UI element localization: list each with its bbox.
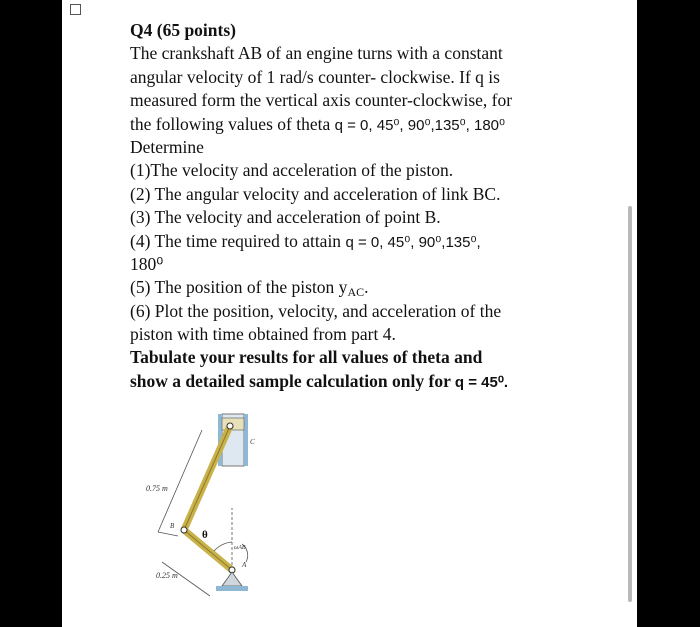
- label-bc-length: 0.75 m: [146, 484, 168, 493]
- label-omega: ωAB: [234, 545, 246, 551]
- item-4-cont: 180⁰: [130, 253, 164, 274]
- item-4: [130, 230, 620, 253]
- pin-c: [227, 423, 233, 429]
- pin-b: [181, 527, 187, 533]
- intro-line-3: measured form the vertical axis counter-clockwise, for: [130, 90, 513, 111]
- item-5-subscript: AC: [347, 285, 365, 300]
- intro-line-2: angular velocity of 1 rad/s counter- clockwise. If q is: [130, 66, 500, 87]
- theta-arc: [214, 542, 232, 551]
- intro-line-4-text: the following values of theta: [130, 113, 331, 134]
- theta-45: q = 45⁰.: [454, 373, 509, 391]
- link-ab-edge: [184, 530, 232, 570]
- item-2: (2) The angular velocity and acceleration of link BC.: [130, 183, 501, 204]
- label-theta: θ: [202, 529, 208, 541]
- label-a: A: [242, 561, 247, 569]
- intro-line-4: [130, 113, 620, 136]
- item-4-theta: q = 0, 45⁰, 90⁰,135⁰,: [345, 233, 481, 251]
- item-6-line-2: piston with time obtained from part 4.: [130, 324, 396, 345]
- item-1: (1)The velocity and acceleration of the piston.: [130, 160, 454, 181]
- determine-label: Determine: [130, 136, 204, 157]
- support-a: [222, 572, 242, 586]
- item-6-line-1: (6) Plot the position, velocity, and acceleration of the: [130, 300, 502, 321]
- mechanism-diagram: [144, 412, 269, 607]
- scrollbar[interactable]: [628, 206, 632, 602]
- checkbox-icon[interactable]: [70, 4, 81, 15]
- label-b: B: [170, 522, 175, 530]
- tabulate-line-1: Tabulate your results for all values of theta and: [130, 347, 483, 368]
- tabulate-line-2: [130, 370, 620, 393]
- question-text: [130, 19, 620, 393]
- intro-line-1: The crankshaft AB of an engine turns with a constant: [130, 43, 503, 64]
- crankshaft-figure: [144, 412, 269, 607]
- ground: [216, 586, 248, 591]
- label-c: C: [250, 438, 255, 446]
- item-5-end: .: [364, 277, 369, 298]
- dim-line-bc: [158, 430, 202, 532]
- item-4-text: (4) The time required to attain: [130, 230, 342, 251]
- tabulate-line-2-text: show a detailed sample calculation only for: [130, 370, 451, 391]
- question-title: Q4 (65 points): [130, 20, 236, 40]
- item-5-text: (5) The position of the piston y: [130, 277, 348, 298]
- theta-values: q = 0, 45⁰, 90⁰,135⁰, 180⁰: [334, 116, 506, 134]
- cylinder-wall-right: [244, 414, 248, 466]
- item-5: [130, 276, 620, 299]
- item-3: (3) The velocity and acceleration of point B.: [130, 207, 441, 228]
- link-bc-edge: [184, 426, 230, 530]
- label-ab-length: 0.25 m: [156, 571, 178, 580]
- dim-ext-b: [158, 532, 178, 536]
